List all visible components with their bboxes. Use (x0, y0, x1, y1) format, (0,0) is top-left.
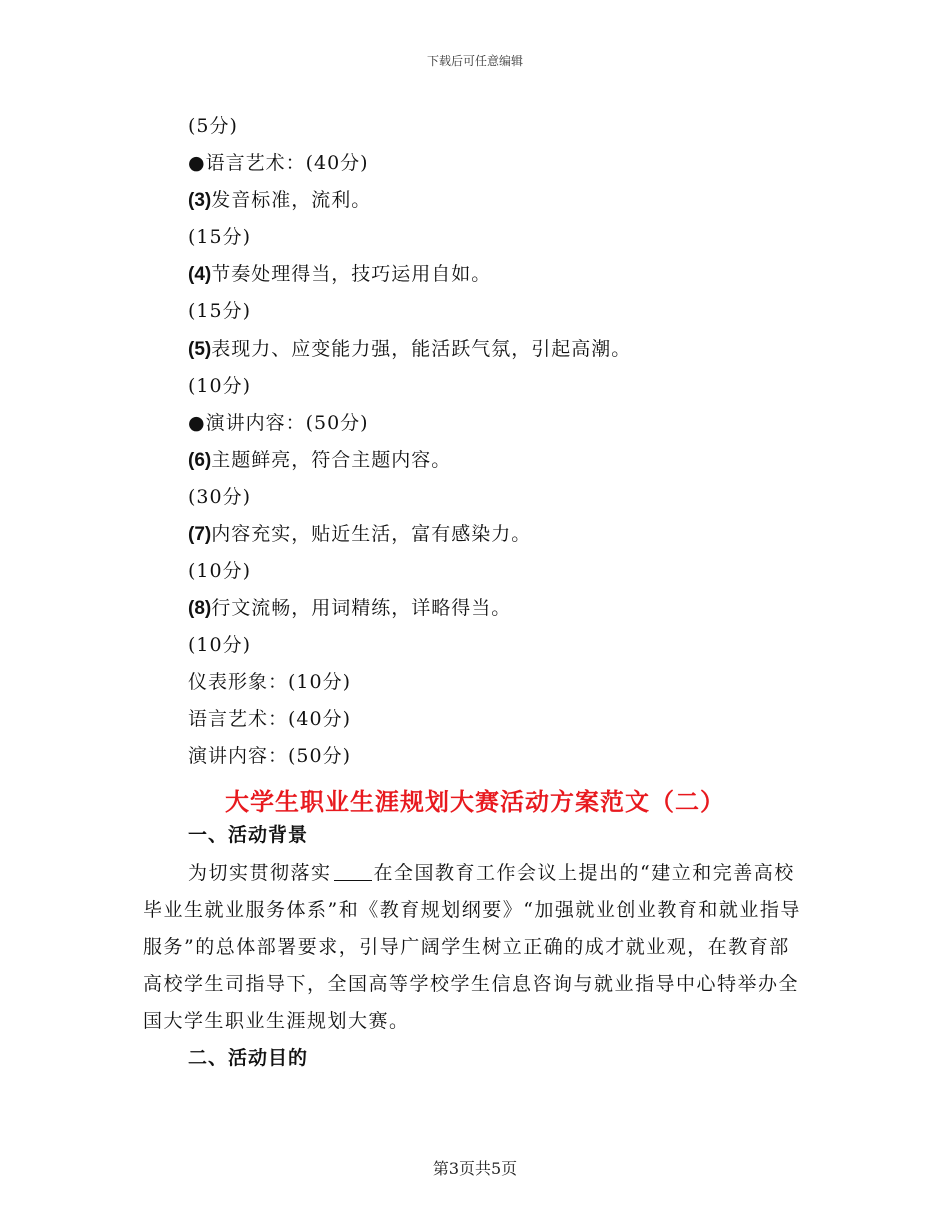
page-header: 下载后可任意编辑 (426, 54, 523, 68)
item-10: (6)主题鲜亮，符合主题内容。 (188, 449, 452, 471)
item-4: (15分) (188, 226, 252, 248)
item-12: (7)内容充实，贴近生活，富有感染力。 (188, 523, 532, 545)
item-13: (10分) (188, 560, 252, 582)
item-9: ●演讲内容：(50分) (188, 412, 369, 434)
paragraph-background (143, 855, 808, 1040)
item-11: (30分) (188, 486, 252, 508)
item-8: (10分) (188, 375, 252, 397)
item-18: 演讲内容：(50分) (188, 745, 352, 767)
item-2: ●语言艺术：(40分) (188, 152, 369, 174)
heading-purpose: 二、活动目的 (188, 1047, 309, 1069)
item-7: (5)表现力、应变能力强，能活跃气氛，引起高潮。 (188, 338, 632, 360)
item-14: (8)行文流畅，用词精练，详略得当。 (188, 597, 512, 619)
item-6: (15分) (188, 300, 252, 322)
item-17: 语言艺术：(40分) (188, 708, 352, 730)
heading-background: 一、活动背景 (188, 824, 309, 846)
item-1: (5分) (188, 115, 238, 137)
paragraph-text-start: 为切实贯彻落实 (188, 862, 332, 884)
item-15: (10分) (188, 634, 252, 656)
page-footer: 第3页共5页 (432, 1159, 518, 1178)
paragraph-text-rest: 在全国教育工作会议上提出的“建立和完善高校毕业生就业服务体系”和《教育规划纲要》“加强就业创业教育和就业指导服务”的总体部署要求，引导广阔学生树立正确的成才就业观，在教育部高校学生司指导下，全国高等学校学生信息咨询与就业指导中心特举办全国大学生职业生涯规划大赛。 (143, 862, 801, 1032)
fill-in-blank (334, 862, 372, 881)
item-3: (3)发音标准，流利。 (188, 189, 372, 211)
item-5: (4)节奏处理得当，技巧运用自如。 (188, 263, 492, 285)
section-title: 大学生职业生涯规划大赛活动方案范文（二） (225, 787, 725, 816)
item-16: 仪表形象：(10分) (188, 671, 352, 693)
